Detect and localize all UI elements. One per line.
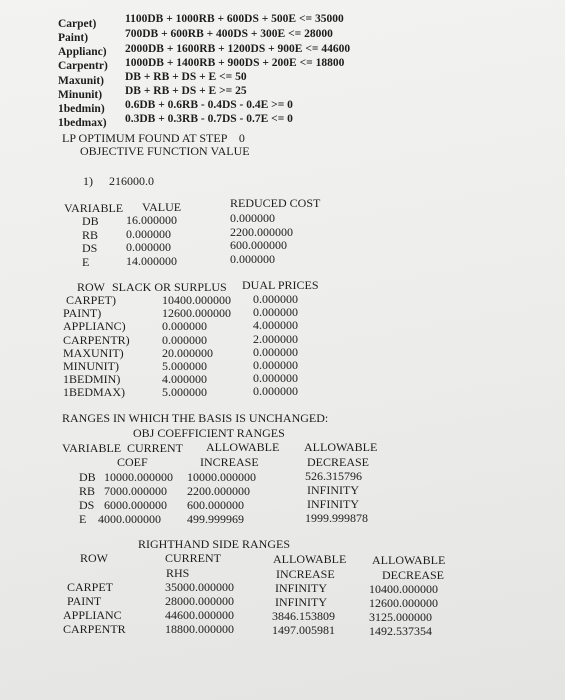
- slack-row-name: 1BEDMIN): [63, 372, 121, 387]
- constraint-name: Carpet): [58, 18, 97, 30]
- slack-value: 0.000000: [162, 319, 207, 334]
- rhs-header-increase: INCREASE: [276, 567, 335, 581]
- var-header-variable: VARIABLE: [64, 201, 124, 215]
- obj-allowable-increase: 2200.000000: [187, 484, 250, 498]
- row-header-dual: DUAL PRICES: [242, 278, 319, 292]
- obj-current-coef: 7000.000000: [104, 484, 167, 498]
- obj-var-name: E: [79, 512, 87, 526]
- rhs-current: 35000.000000: [165, 580, 234, 594]
- rhs-allowable-increase: 1497.005981: [272, 623, 335, 637]
- rhs-current: 44600.000000: [165, 608, 234, 622]
- slack-row-name: MAXUNIT): [63, 345, 124, 360]
- slack-value: 0.000000: [162, 332, 207, 347]
- obj-allowable-increase: 10000.000000: [187, 470, 256, 484]
- obj-var-name: RB: [79, 484, 96, 498]
- var-name: RB: [82, 227, 99, 242]
- slack-value: 20.000000: [162, 345, 213, 360]
- optimum-line: [62, 131, 245, 145]
- obj-current-coef: 4000.000000: [98, 512, 161, 526]
- rhs-header-current: CURRENT: [165, 551, 222, 565]
- constraint-name: Minunit): [58, 89, 103, 101]
- row-header-row: ROW: [77, 280, 105, 294]
- rhs-allowable-increase: INFINITY: [275, 595, 327, 609]
- obj-allowable-increase: 499.999969: [187, 512, 244, 526]
- rhs-header-allow-inc: ALLOWABLE: [273, 552, 347, 566]
- constraint-expression: 2000DB + 1600RB + 1200DS + 900E <= 44600: [125, 43, 351, 55]
- rhs-allowable-increase: INFINITY: [275, 581, 327, 595]
- rhs-header-rhs: RHS: [166, 566, 190, 580]
- constraint-expression: 0.6DB + 0.6RB - 0.4DS - 0.4E >= 0: [125, 99, 293, 111]
- dual-price: 0.000000: [253, 358, 298, 372]
- constraint-expression: DB + RB + DS + E <= 50: [125, 71, 247, 83]
- constraint-name: 1bedmin): [58, 103, 105, 115]
- constraint-name: Applianc): [58, 46, 107, 58]
- rhs-row-name: CARPENTR: [63, 622, 126, 636]
- rhs-header-decrease: DECREASE: [382, 568, 445, 582]
- dual-price: 2.000000: [253, 331, 298, 346]
- row-header-slack: SLACK OR SURPLUS: [112, 280, 227, 294]
- dual-price: 0.000000: [253, 305, 298, 320]
- constraint-expression: 1000DB + 1400RB + 900DS + 200E <= 18800: [125, 57, 345, 69]
- slack-row-name: CARPENTR): [63, 332, 130, 347]
- constraint-name: Paint): [58, 32, 89, 44]
- var-header-value: VALUE: [142, 200, 182, 214]
- objective-row-label: 1): [83, 174, 93, 188]
- obj-current-coef: 6000.000000: [104, 498, 167, 512]
- slack-value: 5.000000: [162, 385, 207, 400]
- optimum-step: 0: [238, 131, 245, 145]
- rhs-allowable-decrease: 12600.000000: [369, 596, 438, 610]
- rhs-row-name: PAINT: [67, 594, 102, 608]
- rhs-row-name: CARPET: [67, 580, 114, 594]
- rhs-current: 28000.000000: [165, 594, 234, 608]
- dual-price: 0.000000: [253, 384, 298, 399]
- obj-var-name: DS: [79, 498, 95, 512]
- obj-var-name: DB: [79, 470, 96, 484]
- rhs-allowable-decrease: 10400.000000: [369, 582, 438, 596]
- var-reduced-cost: 0.000000: [230, 251, 275, 266]
- rhs-allowable-decrease: 1492.537354: [369, 624, 432, 638]
- var-reduced-cost: 2200.000000: [230, 224, 293, 239]
- var-reduced-cost: 0.000000: [230, 211, 275, 225]
- var-value: 16.000000: [126, 213, 177, 227]
- objective-value: 216000.0: [109, 174, 154, 188]
- constraint-name: Maxunit): [58, 75, 104, 87]
- var-value: 0.000000: [126, 240, 171, 254]
- var-reduced-cost: 600.000000: [230, 238, 287, 252]
- rhs-title: RIGHTHAND SIDE RANGES: [138, 537, 290, 551]
- rhs-current: 18800.000000: [165, 622, 234, 636]
- slack-row-name: APPLIANC): [63, 319, 126, 334]
- obj-allowable-decrease: INFINITY: [307, 497, 359, 511]
- obj-allowable-decrease: INFINITY: [307, 483, 359, 497]
- slack-value: 12600.000000: [162, 306, 231, 321]
- dual-price: 0.000000: [253, 344, 298, 359]
- obj-header-decrease: DECREASE: [307, 455, 370, 469]
- constraint-name: 1bedmax): [58, 117, 107, 129]
- obj-header-variable: VARIABLE: [62, 441, 122, 455]
- var-value: 14.000000: [126, 253, 177, 268]
- dual-price: 0.000000: [253, 371, 298, 386]
- constraint-expression: DB + RB + DS + E >= 25: [125, 85, 247, 97]
- rhs-row-name: APPLIANC: [63, 608, 122, 622]
- obj-header-allow-dec: ALLOWABLE: [304, 440, 378, 454]
- rhs-allowable-decrease: 3125.000000: [369, 610, 432, 624]
- optimum-label: LP OPTIMUM FOUND AT STEP: [62, 131, 227, 145]
- constraint-expression: 0.3DB + 0.3RB - 0.7DS - 0.7E <= 0: [125, 113, 293, 125]
- obj-coef-title: OBJ COEFFICIENT RANGES: [133, 426, 285, 440]
- slack-row-name: PAINT): [63, 306, 102, 321]
- var-name: DS: [82, 241, 98, 255]
- slack-row-name: MINUNIT): [63, 359, 119, 373]
- constraint-expression: 1100DB + 1000RB + 600DS + 500E <= 35000: [125, 13, 344, 25]
- obj-header-coef: COEF: [117, 455, 148, 469]
- slack-value: 10400.000000: [162, 293, 231, 307]
- dual-price: 4.000000: [253, 318, 298, 333]
- slack-row-name: 1BEDMAX): [63, 385, 125, 400]
- ranges-title: RANGES IN WHICH THE BASIS IS UNCHANGED:: [62, 411, 329, 425]
- constraint-name: Carpentr): [58, 60, 108, 72]
- obj-allowable-decrease: 1999.999878: [305, 511, 368, 525]
- rhs-header-allow-dec: ALLOWABLE: [372, 553, 446, 567]
- dual-price: 0.000000: [253, 292, 298, 306]
- obj-header-increase: INCREASE: [200, 455, 259, 469]
- var-name: E: [82, 254, 90, 269]
- objective-heading: OBJECTIVE FUNCTION VALUE: [80, 144, 250, 158]
- obj-allowable-decrease: 526.315796: [305, 469, 362, 483]
- obj-header-allow-inc: ALLOWABLE: [206, 440, 280, 454]
- slack-value: 4.000000: [162, 372, 207, 387]
- slack-value: 5.000000: [162, 359, 207, 373]
- rhs-allowable-increase: 3846.153809: [272, 609, 335, 623]
- obj-current-coef: 10000.000000: [104, 470, 173, 484]
- obj-header-current: CURRENT: [127, 441, 184, 455]
- var-name: DB: [82, 214, 99, 228]
- slack-row-name: CARPET): [66, 293, 117, 307]
- var-header-reduced: REDUCED COST: [230, 196, 321, 210]
- constraint-expression: 700DB + 600RB + 400DS + 300E <= 28000: [125, 28, 333, 40]
- rhs-header-row: ROW: [80, 551, 108, 565]
- var-value: 0.000000: [126, 226, 171, 241]
- obj-allowable-increase: 600.000000: [187, 498, 244, 512]
